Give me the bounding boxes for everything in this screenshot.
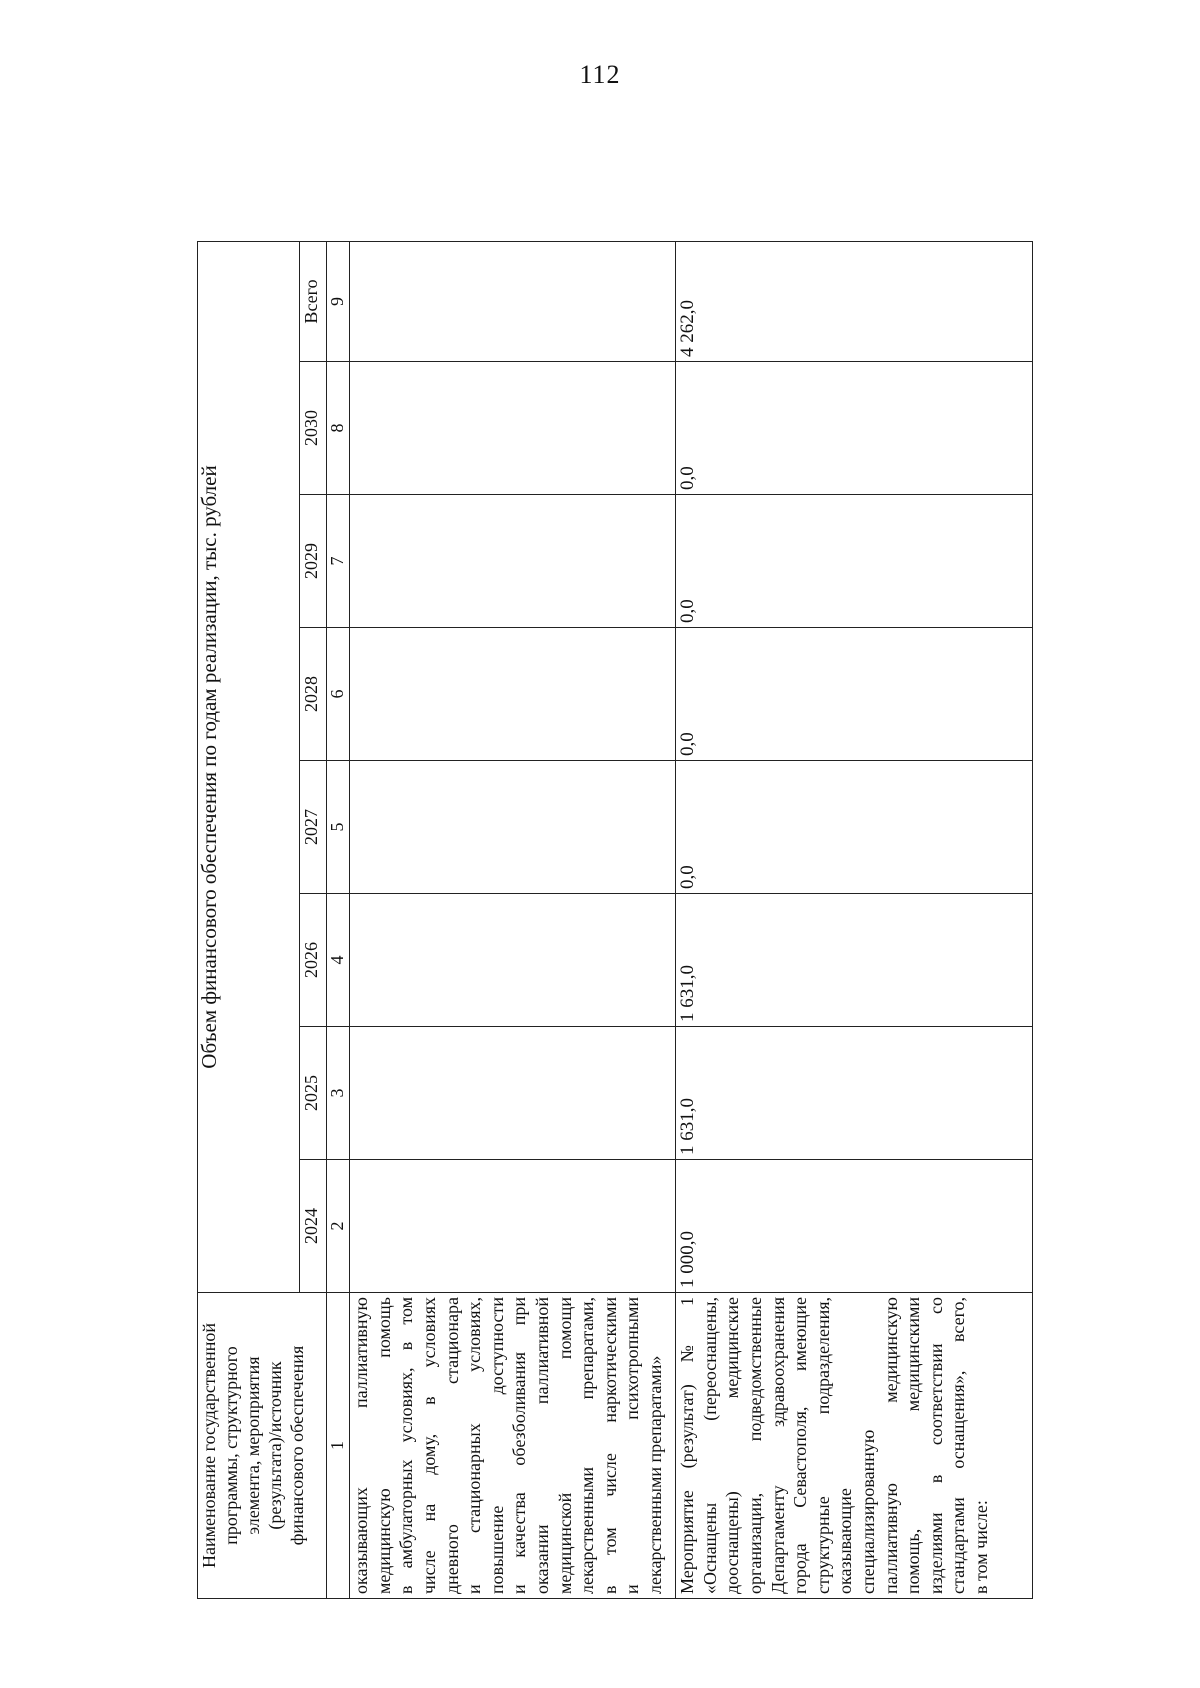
- description-line: паллиативную медицинскую: [880, 1297, 901, 1594]
- description-line: изделиями в соответствии со: [925, 1297, 946, 1594]
- column-index: 2: [327, 1160, 350, 1293]
- description-line: оказывающих паллиативную: [351, 1297, 372, 1594]
- index-row: [327, 241, 350, 1598]
- column-index: 7: [327, 495, 350, 628]
- column-index: 5: [327, 761, 350, 894]
- description-line: города Севастополя, имеющие: [790, 1297, 811, 1594]
- value-cell: [350, 894, 676, 1027]
- header-name-line: элемента, мероприятия: [243, 1356, 263, 1535]
- description-line: структурные подразделения,: [812, 1297, 833, 1594]
- year-2030: 2030: [300, 362, 327, 495]
- column-index: 6: [327, 628, 350, 761]
- value-cell: 4 262,0: [676, 241, 1033, 361]
- description-line: медицинской помощи: [554, 1297, 575, 1594]
- value-cell: 1 631,0: [676, 1027, 1033, 1160]
- table-row: [676, 241, 1033, 1598]
- value-cell: 0,0: [676, 362, 1033, 495]
- description-line: стандартами оснащения», всего,: [948, 1297, 969, 1594]
- value-cell: [350, 495, 676, 628]
- description-line: Мероприятие (результат) № 1: [677, 1297, 698, 1594]
- column-index: 3: [327, 1027, 350, 1160]
- value-cell: [350, 362, 676, 495]
- description-line: организации, подведомственные: [745, 1297, 766, 1594]
- value-cell: 0,0: [676, 495, 1033, 628]
- year-2024: 2024: [300, 1160, 327, 1293]
- description-line: «Оснащены (переоснащены,: [699, 1297, 720, 1594]
- description-line: Департаменту здравоохранения: [767, 1297, 788, 1594]
- header-name-line: Наименование государственной: [199, 1323, 219, 1568]
- description-line: числе на дому, в условиях: [419, 1297, 440, 1594]
- value-cell: [350, 1160, 676, 1293]
- value-cell: 1 000,0: [676, 1160, 1033, 1293]
- description-line: помощь, медицинскими: [903, 1297, 924, 1594]
- value-cell: 1 631,0: [676, 894, 1033, 1027]
- description-line: оказании паллиативной: [532, 1297, 553, 1594]
- year-2026: 2026: [300, 894, 327, 1027]
- row-description: [676, 1293, 1033, 1599]
- description-line: специализированную: [858, 1429, 879, 1594]
- description-line: в том числе:: [971, 1500, 991, 1594]
- description-line: дневного стационара: [441, 1297, 462, 1594]
- description-line: в том числе наркотическими: [599, 1297, 620, 1594]
- value-cell: [350, 761, 676, 894]
- header-name-cell: [198, 1293, 327, 1599]
- description-line: в амбулаторных условиях, в том: [396, 1297, 417, 1594]
- financing-table: [197, 241, 1033, 1599]
- description-line: и стационарных условиях,: [464, 1297, 485, 1594]
- header-name-line: (результата)/источник: [265, 1361, 285, 1530]
- column-index: 8: [327, 362, 350, 495]
- year-2027: 2027: [300, 761, 327, 894]
- header-name-line: программы, структурного: [221, 1346, 241, 1545]
- year-2028: 2028: [300, 628, 327, 761]
- description-line: и психотропными: [622, 1297, 643, 1594]
- description-line: медицинскую помощь: [373, 1297, 394, 1594]
- value-cell: [350, 628, 676, 761]
- description-line: повышение доступности: [486, 1297, 507, 1594]
- rotated-table-wrapper: [197, 245, 1033, 1599]
- value-cell: 0,0: [676, 761, 1033, 894]
- header-name-line: финансового обеспечения: [287, 1345, 307, 1546]
- column-index: 9: [327, 241, 350, 361]
- column-index: 1: [327, 1293, 350, 1599]
- year-2025: 2025: [300, 1027, 327, 1160]
- header-row: [198, 241, 300, 1598]
- description-line: лекарственными препаратами»: [645, 1355, 665, 1594]
- value-cell: [350, 241, 676, 361]
- year-2029: 2029: [300, 495, 327, 628]
- column-index: 4: [327, 894, 350, 1027]
- description-line: дооснащены) медицинские: [722, 1297, 743, 1594]
- row-description: [350, 1293, 676, 1599]
- description-line: и качества обезболивания при: [509, 1297, 530, 1594]
- description-line: оказывающие: [835, 1488, 856, 1594]
- year-total: Всего: [300, 241, 327, 361]
- value-cell: 0,0: [676, 628, 1033, 761]
- page-number: 112: [579, 60, 621, 89]
- description-line: лекарственными препаратами,: [577, 1297, 598, 1594]
- header-financing-volume: Объем финансового обеспечения по годам реализации, тыс. рублей: [198, 241, 300, 1292]
- table-row: [350, 241, 676, 1598]
- value-cell: [350, 1027, 676, 1160]
